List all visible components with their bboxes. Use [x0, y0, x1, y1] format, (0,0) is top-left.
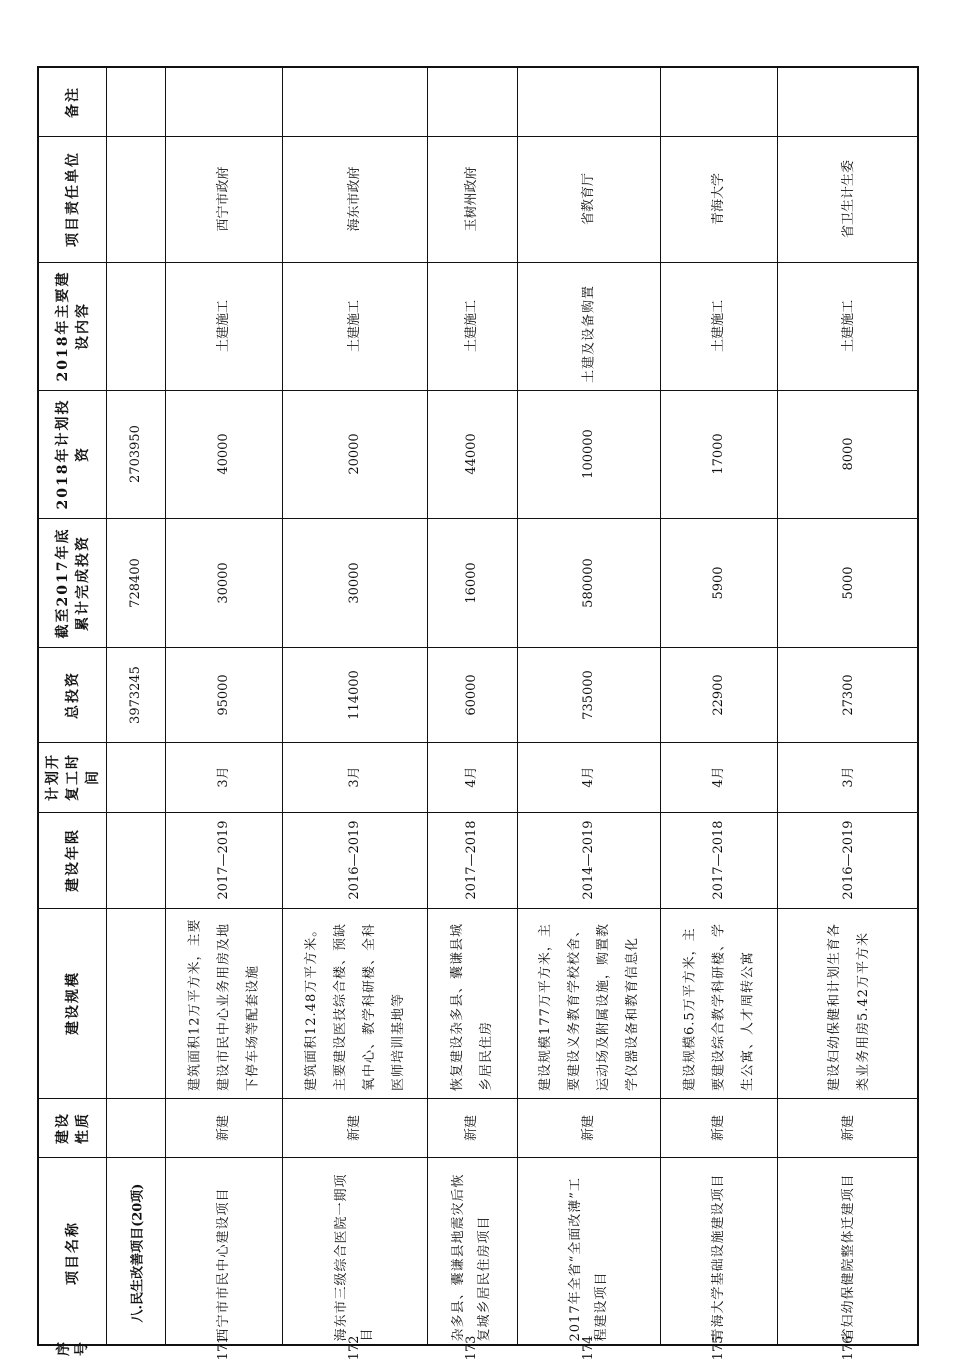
row-start: 4月	[710, 766, 726, 788]
row-total: 22900	[710, 673, 726, 716]
row-done-cell	[165, 518, 282, 647]
row-plan: 8000	[841, 437, 856, 471]
row-unit: 省卫生计生委	[841, 159, 856, 239]
row-plan-cell	[165, 390, 282, 518]
row-plan: 100000	[580, 429, 596, 479]
header-start: 计划开复工时间	[44, 753, 101, 801]
row-period-cell	[165, 812, 282, 908]
row-period-cell	[427, 812, 517, 908]
row-seq: 173	[464, 1335, 479, 1361]
row-plan-cell	[282, 390, 427, 518]
row-scale-cell	[427, 908, 517, 1098]
row-done-cell	[282, 518, 427, 647]
row-period: 2016—2019	[841, 820, 856, 900]
header-seq: 序号	[55, 1340, 90, 1356]
row-scale-cell	[660, 908, 777, 1098]
header-note: 备注	[64, 86, 81, 118]
header-period: 建设年限	[64, 828, 81, 892]
row-name-cell	[660, 1157, 777, 1348]
row-done: 5000	[841, 565, 856, 600]
row-done: 5900	[710, 565, 726, 600]
row-name: 杂多县、囊谦县地震灾后恢复城乡居民住房项目	[451, 1172, 492, 1341]
row-name-cell	[777, 1157, 921, 1348]
row-scale: 建设规模6.5万平方米，主要建设综合教学科研楼、学生公寓、人才周转公寓	[682, 922, 755, 1091]
row-start-cell	[427, 742, 517, 812]
row-unit: 西宁市政府	[215, 166, 231, 232]
row-scale: 建筑面积12万平方米，主要建设市民中心业务用房及地下停车场等配套设施	[187, 918, 260, 1091]
row-content: 土建施工	[464, 299, 479, 353]
row-nature: 新建	[841, 1114, 856, 1141]
row-unit: 青海大学	[710, 172, 726, 226]
row-nature-cell	[282, 1098, 427, 1157]
row-note-cell	[282, 68, 427, 136]
row-name: 西宁市市民中心建设项目	[215, 1186, 231, 1341]
row-start-cell	[777, 742, 921, 812]
header-nature: 建设性质	[54, 1111, 91, 1144]
row-nature-cell	[165, 1098, 282, 1157]
row-start-cell	[660, 742, 777, 812]
row-scale-cell	[282, 908, 427, 1098]
row-note-cell	[427, 68, 517, 136]
row-done-cell	[660, 518, 777, 647]
row-unit-cell	[517, 136, 660, 262]
row-period-cell	[777, 812, 921, 908]
row-name: 青海大学基础设施建设项目	[710, 1172, 726, 1341]
row-period: 2017—2018	[464, 820, 479, 900]
row-plan: 17000	[710, 433, 726, 475]
row-total: 95000	[215, 673, 231, 716]
row-done-cell	[427, 518, 517, 647]
row-content-cell	[427, 262, 517, 390]
row-name: 海东市三级综合医院一期项目	[333, 1172, 375, 1341]
row-period-cell	[517, 812, 660, 908]
row-start-cell	[517, 742, 660, 812]
row-total-cell	[427, 647, 517, 742]
row-plan-cell	[777, 390, 921, 518]
row-scale: 建设妇幼保健和计划生育各类业务用房5.42万平方米	[827, 922, 871, 1091]
row-scale-cell	[777, 908, 921, 1098]
section-plan-cell	[106, 390, 165, 518]
row-seq: 174	[580, 1335, 596, 1361]
row-nature: 新建	[464, 1114, 479, 1141]
row-content: 土建施工	[346, 299, 362, 353]
row-name-cell	[427, 1157, 517, 1348]
section-total-cell	[106, 647, 165, 742]
row-nature-cell	[427, 1098, 517, 1157]
header-nature-cell	[39, 1098, 106, 1157]
row-nature-cell	[777, 1098, 921, 1157]
row-start: 4月	[464, 766, 479, 788]
row-plan-cell	[660, 390, 777, 518]
row-done: 580000	[580, 557, 596, 608]
row-plan: 20000	[346, 433, 362, 475]
row-seq: 176	[841, 1335, 856, 1361]
header-total-cell	[39, 647, 106, 742]
header-done-cell	[39, 518, 106, 647]
row-note-cell	[165, 68, 282, 136]
row-period: 2014—2019	[580, 820, 596, 900]
row-unit: 省教育厅	[580, 172, 596, 226]
header-name: 项目名称	[64, 1220, 81, 1285]
row-plan: 40000	[215, 433, 231, 475]
row-nature: 新建	[710, 1114, 726, 1141]
header-scale-cell	[39, 908, 106, 1098]
row-note-cell	[777, 68, 921, 136]
section-total: 3973245	[127, 665, 143, 724]
row-content: 土建及设备购置	[581, 284, 596, 383]
row-plan-cell	[517, 390, 660, 518]
header-plan-cell	[39, 390, 106, 518]
header-content: 2018年主要建设内容	[54, 270, 91, 382]
row-unit: 海东市政府	[346, 166, 362, 232]
row-scale-cell	[165, 908, 282, 1098]
row-name-cell	[517, 1157, 660, 1348]
row-nature-cell	[660, 1098, 777, 1157]
row-period: 2017—2019	[215, 820, 231, 900]
row-start-cell	[282, 742, 427, 812]
header-scale: 建设规模	[64, 971, 81, 1035]
row-note-cell	[517, 68, 660, 136]
row-scale: 建设规模177万平方米，主要建设义务教育学校校舍、运动场及附属设施，购置教学仪器设备和教育信息化	[537, 922, 640, 1091]
header-total: 总投资	[64, 670, 81, 719]
header-note-cell	[39, 68, 106, 136]
row-scale-cell	[517, 908, 660, 1098]
row-content: 土建施工	[841, 299, 856, 353]
section-done: 728400	[127, 557, 143, 608]
header-unit: 项目责任单位	[64, 151, 81, 247]
header-plan: 2018年计划投资	[54, 398, 91, 510]
section-title: 八.民生改善项目(20项)	[130, 1183, 145, 1322]
row-seq: 175	[710, 1335, 726, 1361]
row-seq: 171	[215, 1335, 231, 1361]
row-content: 土建施工	[215, 299, 231, 353]
project-table	[37, 66, 919, 1361]
header-done: 截至2017年底累计完成投资	[54, 527, 91, 638]
row-done: 16000	[464, 561, 479, 604]
row-start: 3月	[215, 766, 231, 788]
row-note-cell	[660, 68, 777, 136]
row-done-cell	[517, 518, 660, 647]
row-content-cell	[777, 262, 921, 390]
row-content-cell	[517, 262, 660, 390]
row-nature: 新建	[215, 1114, 231, 1141]
row-nature: 新建	[580, 1114, 596, 1141]
row-total-cell	[777, 647, 921, 742]
row-content-cell	[660, 262, 777, 390]
header-start-cell	[39, 742, 106, 812]
row-done-cell	[777, 518, 921, 647]
row-unit-cell	[427, 136, 517, 262]
row-name: 省妇幼保健院整体迁建项目	[841, 1172, 856, 1341]
row-start: 3月	[841, 766, 856, 788]
row-content-cell	[282, 262, 427, 390]
section-done-cell	[106, 518, 165, 647]
row-nature: 新建	[346, 1114, 362, 1141]
row-plan-cell	[427, 390, 517, 518]
section-plan: 2703950	[127, 425, 143, 483]
row-start: 4月	[580, 766, 596, 788]
row-unit-cell	[777, 136, 921, 262]
row-start-cell	[165, 742, 282, 812]
row-done: 30000	[215, 561, 231, 604]
row-period-cell	[660, 812, 777, 908]
row-total: 114000	[346, 669, 362, 720]
row-scale: 恢复建设杂多县、囊谦县城乡居民住房	[450, 922, 494, 1091]
row-content-cell	[165, 262, 282, 390]
row-total-cell	[660, 647, 777, 742]
row-content: 土建施工	[710, 299, 726, 353]
row-total-cell	[282, 647, 427, 742]
row-seq: 172	[346, 1335, 362, 1361]
row-total: 60000	[464, 673, 479, 716]
row-total: 735000	[580, 669, 596, 720]
header-period-cell	[39, 812, 106, 908]
row-unit: 玉树州政府	[464, 166, 479, 232]
row-name: 2017年全省“全面改薄”工程建设项目	[567, 1176, 609, 1341]
header-content-cell	[39, 262, 106, 390]
row-period: 2017—2018	[710, 820, 726, 900]
row-name-cell	[282, 1157, 427, 1348]
row-done: 30000	[346, 561, 362, 604]
row-period: 2016—2019	[346, 820, 362, 900]
row-total-cell	[517, 647, 660, 742]
row-nature-cell	[517, 1098, 660, 1157]
header-name-cell	[39, 1157, 106, 1348]
row-total: 27300	[841, 673, 856, 716]
row-total-cell	[165, 647, 282, 742]
section-title-cell	[106, 1157, 165, 1348]
row-start: 3月	[346, 766, 362, 788]
row-unit-cell	[165, 136, 282, 262]
row-unit-cell	[660, 136, 777, 262]
row-unit-cell	[282, 136, 427, 262]
row-scale: 建筑面积12.48万平方米。主要建设医技综合楼、预缺氧中心、教学科研楼、全科医师培训基地等	[303, 922, 406, 1091]
row-period-cell	[282, 812, 427, 908]
header-unit-cell	[39, 136, 106, 262]
row-plan: 44000	[464, 433, 479, 475]
row-name-cell	[165, 1157, 282, 1348]
